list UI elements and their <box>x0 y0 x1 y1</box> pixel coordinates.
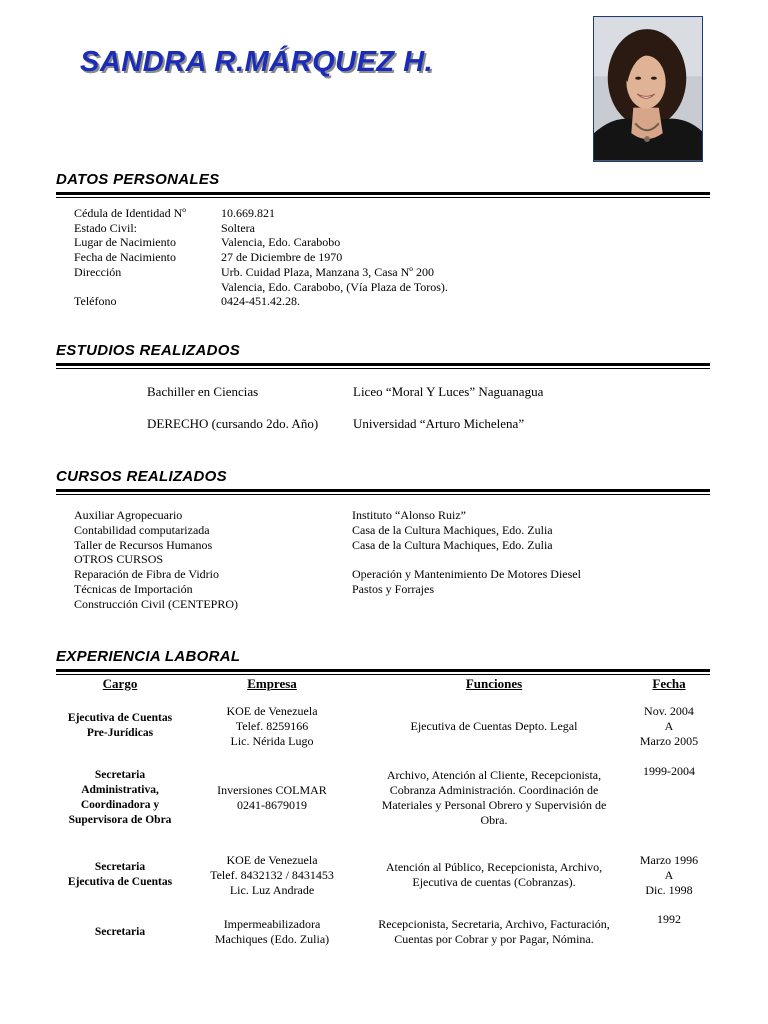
personal-row <box>74 280 448 295</box>
course-name: Taller de Recursos Humanos <box>74 537 213 552</box>
experience-table <box>56 676 710 956</box>
text-line: Materiales y Personal Obrero y Supervisión de <box>381 798 607 812</box>
cell-cargo <box>56 754 184 842</box>
study-institution: Liceo “Moral Y Luces” Naguanagua <box>353 384 544 399</box>
text-line: Ejecutiva de Cuentas <box>67 876 173 888</box>
study-degree: DERECHO (cursando 2do. Año) <box>147 416 319 431</box>
cell-fecha <box>628 698 710 754</box>
header-fecha: Fecha <box>652 676 686 691</box>
text-line: Administrativa, <box>81 784 159 796</box>
text-line: Marzo 1996 <box>639 852 699 867</box>
personal-row <box>74 235 448 250</box>
experience-row <box>56 698 710 754</box>
course-name: OTROS CURSOS <box>74 552 164 567</box>
text-line: Inversiones COLMAR <box>217 783 327 797</box>
course-row <box>74 567 581 582</box>
personal-row <box>74 250 448 265</box>
cell-fecha <box>628 842 710 908</box>
text-line: Lic. Luz Andrade <box>229 882 315 897</box>
course-name: Contabilidad computarizada <box>74 522 210 537</box>
study-institution: Universidad “Arturo Michelena” <box>353 416 525 431</box>
courses-section <box>56 468 710 495</box>
experience-header-row <box>56 676 710 698</box>
personal-data-section <box>56 171 710 198</box>
text-line: Dic. 1998 <box>645 882 693 897</box>
cell-funciones <box>360 842 628 908</box>
cell-empresa <box>184 698 360 754</box>
personal-label: Fecha de Nacimiento <box>74 250 176 265</box>
text-line: 1992 <box>657 912 681 926</box>
personal-value: Soltera <box>221 220 255 235</box>
personal-label: Estado Civil: <box>74 220 137 235</box>
section-rule <box>56 192 710 195</box>
personal-label: Lugar de Nacimiento <box>74 235 176 250</box>
course-name: Auxiliar Agropecuario <box>74 508 183 522</box>
course-row <box>74 582 581 597</box>
studies-section <box>56 342 710 369</box>
text-line: Marzo 2005 <box>639 733 699 748</box>
personal-value: Urb. Cuidad Plaza, Manzana 3, Casa Nº 200 <box>221 264 434 279</box>
text-line: Secretaria <box>94 925 146 938</box>
personal-row <box>74 294 448 309</box>
section-title-courses: CURSOS REALIZADOS <box>56 468 227 485</box>
course-place: Instituto “Alonso Ruiz” <box>352 508 466 522</box>
cell-fecha <box>628 908 710 956</box>
study-row <box>147 416 543 448</box>
text-line: Ejecutiva de Cuentas <box>67 712 173 724</box>
personal-data-list <box>74 206 448 309</box>
text-line: Cobranza Administración. Coordinación de <box>389 783 599 797</box>
course-name: Técnicas de Importación <box>74 581 193 596</box>
profile-photo <box>593 16 703 162</box>
text-line: Recepcionista, Secretaria, Archivo, Facturación, <box>378 917 610 931</box>
personal-row <box>74 221 448 236</box>
text-line: Supervisora de Obra <box>68 814 172 826</box>
header-funciones: Funciones <box>465 676 523 691</box>
personal-label: Cédula de Identidad Nº <box>74 206 187 220</box>
personal-value: 27 de Diciembre de 1970 <box>221 250 343 265</box>
course-name: Reparación de Fibra de Vidrio <box>74 567 220 582</box>
text-line: 1999-2004 <box>643 764 695 778</box>
personal-value: 0424-451.42.28. <box>221 294 300 309</box>
cell-funciones <box>360 698 628 754</box>
cell-funciones <box>360 908 628 956</box>
course-place: Pastos y Forrajes <box>352 581 434 596</box>
section-title-studies: ESTUDIOS REALIZADOS <box>56 342 241 359</box>
section-rule-thin <box>56 197 710 198</box>
course-name: Construcción Civil (CENTEPRO) <box>74 596 238 611</box>
text-line: Telef. 8432132 / 8431453 <box>210 867 334 882</box>
personal-value: Valencia, Edo. Carabobo <box>221 235 341 250</box>
text-line: A <box>664 718 674 733</box>
cell-cargo <box>56 908 184 956</box>
course-row <box>74 538 581 553</box>
text-line: KOE de Venezuela <box>226 852 318 867</box>
text-line: KOE de Venezuela <box>226 703 318 718</box>
cell-cargo <box>56 698 184 754</box>
studies-list <box>147 384 543 448</box>
personal-label: Dirección <box>74 264 122 279</box>
course-row <box>74 508 581 523</box>
text-line: Secretaria <box>94 861 146 873</box>
text-line: Secretaria <box>94 769 146 781</box>
section-rule <box>56 363 710 366</box>
section-rule-thin <box>56 674 710 675</box>
text-line: A <box>664 867 674 882</box>
section-title-personal: DATOS PERSONALES <box>56 171 220 188</box>
text-line: Archivo, Atención al Cliente, Recepcionista, <box>386 768 602 782</box>
personal-label: Teléfono <box>74 294 117 309</box>
text-line: Telef. 8259166 <box>235 718 309 733</box>
section-rule <box>56 669 710 672</box>
personal-value: Valencia, Edo. Carabobo, (Vía Plaza de Toros). <box>221 279 448 294</box>
personal-row <box>74 206 448 221</box>
study-row <box>147 384 543 416</box>
experience-row <box>56 754 710 842</box>
text-line: Impermeabilizadora <box>223 917 321 931</box>
text-line: Cuentas por Cobrar y por Pagar, Nómina. <box>394 932 594 946</box>
cell-fecha <box>628 754 710 842</box>
text-line: Pre-Jurídicas <box>86 727 154 739</box>
text-line: Obra. <box>480 813 508 827</box>
experience-row <box>56 908 710 956</box>
cell-funciones <box>360 754 628 842</box>
personal-row <box>74 265 448 280</box>
section-rule-thin <box>56 368 710 369</box>
section-title-experience: EXPERIENCIA LABORAL <box>56 648 241 665</box>
candidate-name: SANDRA R.MÁRQUEZ H. <box>80 46 434 78</box>
personal-value: 10.669.821 <box>221 206 275 220</box>
personal-label <box>74 280 221 295</box>
experience-row <box>56 842 710 908</box>
experience-section <box>56 648 710 675</box>
course-place: Casa de la Cultura Machiques, Edo. Zulia <box>352 537 553 552</box>
cell-empresa <box>184 908 360 956</box>
courses-list <box>74 508 581 612</box>
header-empresa: Empresa <box>247 676 297 691</box>
text-line: Ejecutiva de Cuentas Depto. Legal <box>410 718 578 733</box>
study-degree: Bachiller en Ciencias <box>147 384 259 399</box>
course-row <box>74 552 581 567</box>
text-line: Atención al Público, Recepcionista, Archivo, <box>385 860 603 874</box>
section-rule-thin <box>56 494 710 495</box>
cell-empresa <box>184 842 360 908</box>
course-place: Operación y Mantenimiento De Motores Diesel <box>352 567 581 582</box>
section-rule <box>56 489 710 492</box>
course-row <box>74 523 581 538</box>
text-line: Nov. 2004 <box>644 703 694 718</box>
cell-empresa <box>184 754 360 842</box>
text-line: 0241-8679019 <box>237 798 307 812</box>
text-line: Coordinadora y <box>80 799 160 811</box>
header-cargo: Cargo <box>102 676 138 691</box>
course-place: Casa de la Cultura Machiques, Edo. Zulia <box>352 522 553 537</box>
course-row <box>74 597 581 612</box>
cell-cargo <box>56 842 184 908</box>
text-line: Lic. Nérida Lugo <box>230 733 314 748</box>
text-line: Ejecutiva de cuentas (Cobranzas). <box>412 875 576 889</box>
text-line: Machiques (Edo. Zulia) <box>214 932 330 946</box>
